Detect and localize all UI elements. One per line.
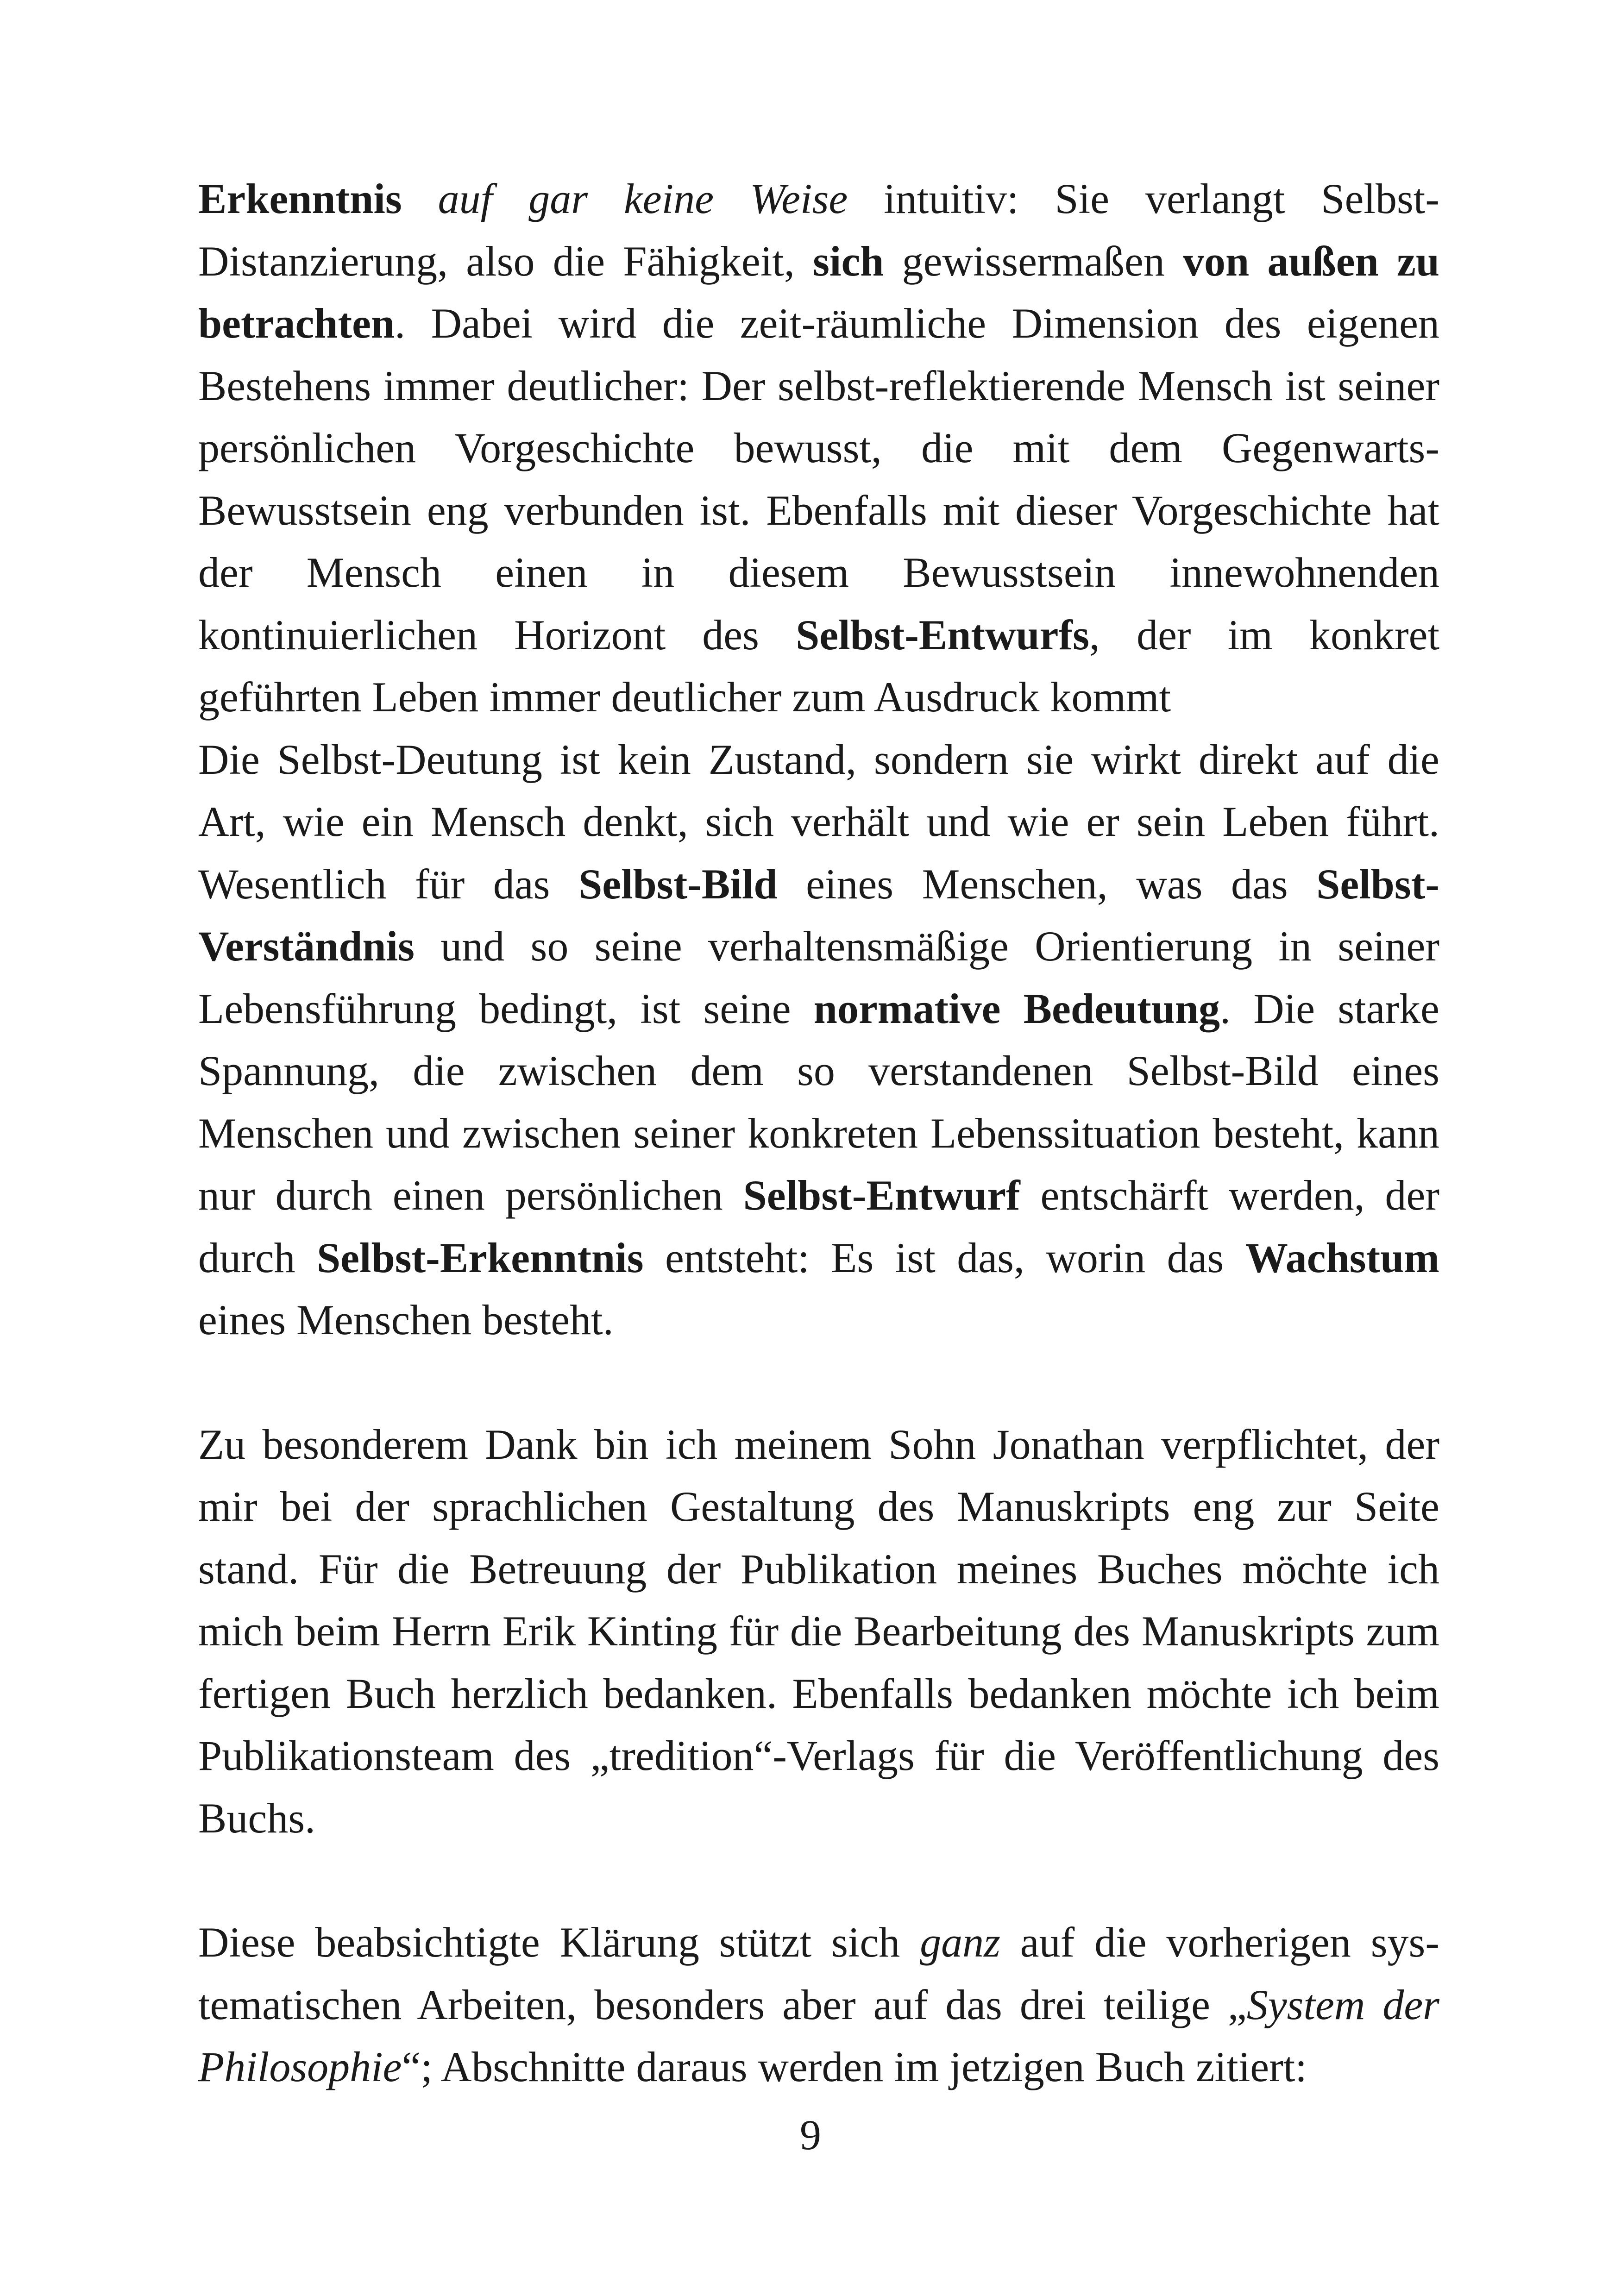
bold-term: Erkenntnis	[198, 175, 402, 222]
text-run: eines Menschen, was das	[777, 860, 1317, 908]
text-run: entsteht: Es ist das, worin das	[643, 1234, 1245, 1281]
paragraph-self-interpretation	[198, 728, 1439, 1351]
bold-term: Selbst-Entwurfs	[796, 611, 1089, 659]
bold-term: Selbst-Verständnis	[198, 860, 1439, 970]
text-run: . Dabei wird die zeit-räumliche Dimension des eigenen Bestehens immer deutlicher: Der selbst-reflektierende Mensch ist seiner persönlichen Vorgeschichte bewusst, die mit dem Gegenwarts-Bewusstsein eng verbunden ist. Ebenfalls mit dieser Vorgeschichte hat der Mensch einen in diesem Bewusstsein innewohnenden kontinuierlichen Horizont des	[198, 300, 1439, 659]
text-run: entschärft werden, der durch	[198, 1172, 1439, 1281]
bold-term: von außen zu betrachten	[198, 237, 1439, 347]
bold-term: sich	[813, 237, 884, 285]
italic-phrase: auf gar keine Weise	[438, 175, 848, 222]
text-run: eines Menschen besteht.	[198, 1296, 614, 1343]
paragraph-sources	[198, 1911, 1439, 2098]
text-run: auf die vorherigen systematischen Arbeiten, besonders aber auf das drei teilige „	[198, 1919, 1439, 2028]
text-run: gewissermaßen	[884, 237, 1183, 285]
italic-book-title: System der Philosophie	[198, 1981, 1439, 2090]
text-run: Diese beabsichtigte Klärung stützt sich	[198, 1919, 920, 1966]
bold-term: normative Bedeutung	[813, 985, 1220, 1032]
paragraph-acknowledgements: Zu besonderem Dank bin ich meinem Sohn Jonathan verpflichtet, der mir bei der sprachlichen Gestaltung des Manuskripts eng zur Seite stand. Für die Betreuung der Publikation meines Buches möchte ich mich beim Herrn Erik Kinting für die Bearbeitung des Manuskripts zum fertigen Buch herzlich bedanken. Ebenfalls bedanken möchte ich beim Publikationsteam des „tredition“-Verlags für die Veröffentlichung des Buchs.	[198, 1420, 1439, 1842]
bold-term: Selbst-Entwurf	[743, 1172, 1020, 1219]
text-run: und so seine verhaltensmäßige Orientierung in seiner Lebensführung bedingt, ist seine	[198, 922, 1439, 1032]
page-number: 9	[800, 2111, 821, 2158]
text-run: , der im konkret geführten Leben immer deutlicher zum Ausdruck kommt	[198, 611, 1439, 721]
italic-phrase: ganz	[920, 1919, 1000, 1966]
text-run: “; Abschnitte daraus werden im jetzigen Buch zitiert:	[402, 2043, 1307, 2090]
text-run: intuitiv: Sie verlangt Selbst-Distanzierung, also die Fähigkeit,	[198, 175, 1439, 285]
bold-term: Wachstum	[1245, 1234, 1439, 1281]
text-run	[402, 175, 438, 222]
paragraph-self-knowledge	[198, 168, 1439, 728]
bold-term: Selbst-Bild	[578, 860, 778, 908]
page-body	[198, 168, 1439, 2098]
text-run: Die Selbst-Deutung ist kein Zustand, sondern sie wirkt direkt auf die Art, wie ein Mensch denkt, sich verhält und wie er sein Leben führt. Wesentlich für das	[198, 735, 1439, 908]
text-run: . Die starke Spannung, die zwischen dem so verstandenen Selbst-Bild eines Menschen und zwischen seiner konkreten Lebenssituation besteht, kann nur durch einen persönlichen	[198, 985, 1439, 1219]
bold-term: Selbst-Erkenntnis	[317, 1234, 644, 1281]
